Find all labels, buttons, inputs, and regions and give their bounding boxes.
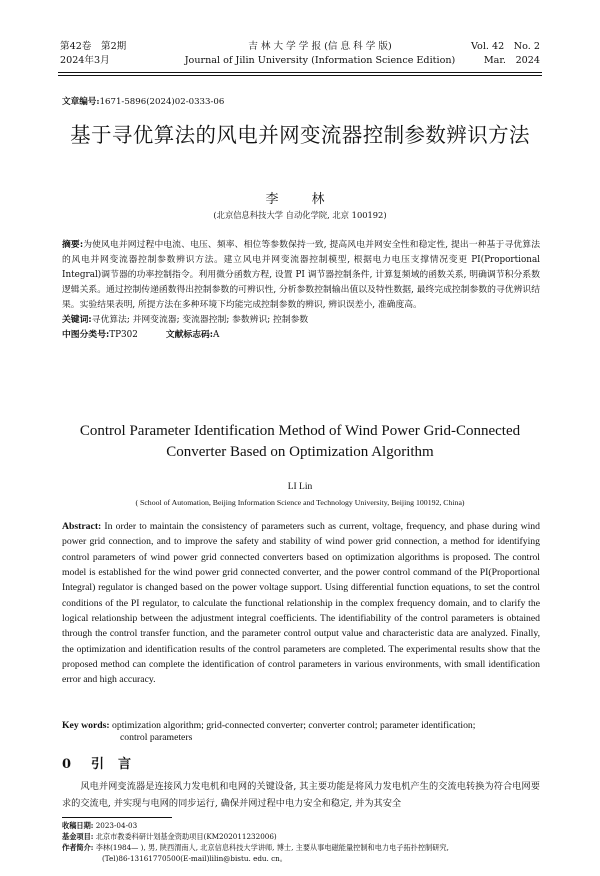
author-chinese: 李 林 xyxy=(265,192,335,207)
header-right xyxy=(430,40,540,68)
section-heading xyxy=(62,753,145,772)
abstract-english xyxy=(62,519,540,688)
abstract-en-text: In order to maintain the consistency of parameters such as current, voltage, frequency, and phase during wind power grid connection, and to improve the safety and stability of wind power grid connection, a method for identifying control parameters of wind power grid connected converters based on optimization algorithms is proposed. The control model is established for the wind power grid connected converter, and the power control command of the PI(Proportional Integral) regulator is changed based on the power voltage support. Using differential function equations, to set the control conditions of the PI regulator, to calculate the functional relationship in the complex frequency domain, and to clarify the logical relationship between the adjustment integral coefficients. The identifiability of the control parameters is obtained through the control transfer function, and the parameter control output value and characteristic data are analyzed. Finally, the optimization and identification results of the control parameters are completed. The experimental results show that the proposed method can complete the identification of control parameters in various environments, with small identification error and high accuracy. xyxy=(62,521,540,686)
header-journal-en: Journal of Jilin University (Information Science Edition) xyxy=(184,55,456,66)
title-en-line-2: Converter Based on Optimization Algorithm xyxy=(166,444,434,460)
keywords-en-line-1: optimization algorithm; grid-connected converter; converter control; parameter identification; xyxy=(112,720,476,731)
header-date-cn: 2024年3月 xyxy=(60,55,110,66)
abstract-cn-label: 摘要: xyxy=(62,240,84,250)
received-date: 2023-04-03 xyxy=(95,821,138,830)
keywords-cn-label: 关键词: xyxy=(62,315,92,325)
abstract-cn-text: 为使风电并网过程中电流、电压、频率、相位等参数保持一致, 提高风电并网安全性和稳定性, 提出一种基于寻优算法的风电并网变流器控制参数辨识方法。建立风电并网变流器控制模型, 根据电力电压支撑情况变更 PI(Proportional Integral)调节器的功率控制指令。利用微分函数方程, 设置 PI 调节器控制条件, 计算复频域的函数关系, 明确调节积分系数逻辑关系。通过控制传递函数得出控制参数的可辨识性, 分析参数控制输出值以及特性数据, 最终完成控制参数的寻优辨识结果。实验结果表明, 所提方法在多种环境下均能完成控制参数的辨识, 辨识误差小, 准确度高。 xyxy=(62,240,540,310)
section-number: 0 xyxy=(62,757,74,772)
header-double-rule xyxy=(58,72,542,76)
bio-line-1: 李林(1984— ), 男, 陕西渭南人, 北京信息科技大学讲师, 博士, 主要从事电磁能量控制和电力电子拓扑控制研究, xyxy=(95,843,449,852)
abstract-chinese xyxy=(62,238,540,343)
affiliation-chinese: (北京信息科技大学 自动化学院, 北京 100192) xyxy=(213,210,387,220)
title-en-line-1: Control Parameter Identification Method of Wind Power Grid-Connected xyxy=(79,423,521,439)
keywords-en-label: Key words: xyxy=(62,720,110,731)
received-label: 收稿日期: xyxy=(62,821,94,830)
header-vol-issue-en: Vol. 42 No. 2 xyxy=(471,41,540,52)
body-paragraph: 风电并网变流器是连接风力发电机和电网的关键设备, 其主要功能是将风力发电机产生的交流电转换为符合电网要求的交流电, 并实现与电网的同步运行, 确保并网过程中电力安全和稳定, 并为其安全 xyxy=(62,781,540,809)
doc-code-label: 文献标志码: xyxy=(165,330,214,340)
fund-text: 北京市教委科研计划基金资助项目(KM202011232006) xyxy=(95,832,277,841)
footnotes xyxy=(62,820,544,864)
bio-label: 作者简介: xyxy=(62,843,94,852)
affiliation-english: ( School of Automation, Beijing Information Science and Technology University, Beijing 100192, China) xyxy=(135,498,465,507)
article-number xyxy=(62,95,224,107)
author-english: LI Lin xyxy=(287,482,313,492)
keywords-cn-text: 寻优算法; 并网变流器; 变流器控制; 参数辨识; 控制参数 xyxy=(91,315,309,325)
footnote-rule xyxy=(62,817,172,818)
article-number-label: 文章编号: xyxy=(62,97,100,107)
header-journal-cn: 吉 林 大 学 学 报 (信 息 科 学 版) xyxy=(248,41,392,52)
keywords-english xyxy=(62,720,540,744)
article-number-value: 1671-5896(2024)02-0333-06 xyxy=(99,97,225,107)
title-english xyxy=(40,421,560,463)
abstract-en-label: Abstract: xyxy=(62,521,102,532)
bio-line-2: (Tel)86-13161770500(E-mail)lilin@bistu. edu. cn。 xyxy=(102,854,287,863)
title-chinese: 基于寻优算法的风电并网变流器控制参数辨识方法 xyxy=(70,123,530,147)
header-date-en: Mar. 2024 xyxy=(483,55,540,66)
clc-value: TP302 xyxy=(109,330,138,340)
keywords-en-line-2: control parameters xyxy=(120,732,193,743)
section-title: 引言 xyxy=(91,757,146,772)
doc-code-value: A xyxy=(213,330,220,340)
fund-label: 基金项目: xyxy=(62,832,94,841)
header-center xyxy=(170,40,470,68)
header-vol-issue-cn: 第42卷 第2期 xyxy=(60,41,127,52)
clc-label: 中图分类号: xyxy=(62,330,110,340)
